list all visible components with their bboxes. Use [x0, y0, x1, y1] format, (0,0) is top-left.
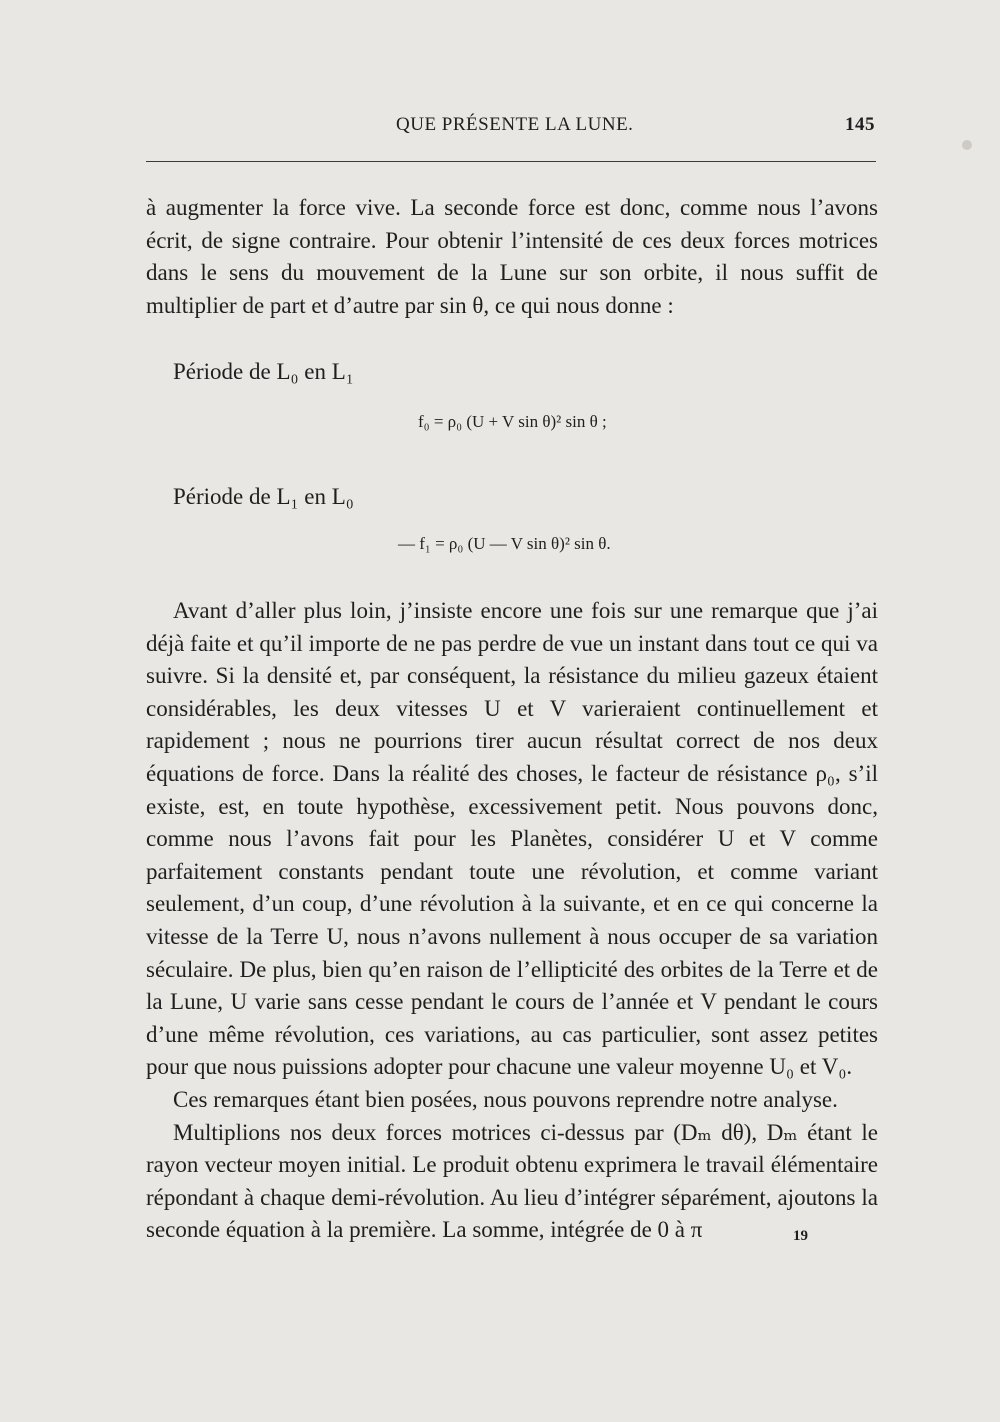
- header-rule: [146, 161, 876, 162]
- paragraph-remark: Avant d’aller plus loin, j’insiste encore une fois sur une remarque que j’ai déjà faite et qu’il importe de ne pas perdre de vue un instant dans tout ce qui va suivre. Si la densité et, par conséquent, la résistance du milieu gazeux étaient considérables, les deux vitesses U et V varieraient continuellement et rapidement ; nous ne pourrions tirer aucun résultat correct de nos deux équations de force. Dans la réalité des choses, le facteur de résistance ρ₀, s’il existe, est, en toute hypothèse, excessivement petit. Nous pouvons donc, comme nous l’avons fait pour les Planètes, considérer U et V comme parfaitement constants pendant toute une révolution, et comme variant seulement, d’un coup, d’une révolution à la suivante, et en ce qui concerne la vitesse de la Terre U, nous n’avons nullement à nous occuper de sa variation séculaire. De plus, bien qu’en raison de l’ellipticité des orbites de la Terre et de la Lune, U varie sans cesse pendant le cours de l’année et V pendant le cours d’une même révolution, ces variations, au cas particulier, sont assez petites pour que nous puissions adopter pour chacune une valeur moyenne U₀ et V₀.: [146, 598, 878, 1080]
- signature-mark: 19: [793, 1228, 808, 1244]
- formula-second: — f₁ = ρ₀ (U — V sin θ)² sin θ.: [398, 534, 611, 553]
- paragraph-remarks-posed: Ces remarques étant bien posées, nous pouvons reprendre notre analyse.: [173, 1086, 838, 1112]
- case-label-second: Période de L₁ en L₀: [173, 484, 354, 509]
- page-number: 145: [845, 114, 875, 135]
- paragraph-intro: à augmenter la force vive. La seconde force est donc, comme nous l’avons écrit, de signe contraire. Pour obtenir l’intensité de ces deux forces motrices dans le sens du mouvement de la Lune sur son orbite, il nous suffit de multiplier de part et d’autre par sin θ, ce qui nous donne :: [146, 195, 878, 318]
- intro-paragraph: [146, 192, 878, 322]
- running-title: QUE PRÉSENTE LA LUNE.: [396, 114, 634, 135]
- case-label-first: Période de L₀ en L₁: [173, 359, 354, 384]
- formula-first: f₀ = ρ₀ (U + V sin θ)² sin θ ;: [418, 412, 607, 431]
- paragraph-multiply: Multiplions nos deux forces motrices ci-dessus par (Dₘ dθ), Dₘ étant le rayon vecteur moyen initial. Le produit obtenu exprimera le travail élémentaire répondant à chaque demi-révolution. Au lieu d’intégrer séparément, ajoutons la seconde équation à la première. La somme, intégrée de 0 à π: [146, 1119, 878, 1243]
- running-head: [0, 114, 1000, 144]
- paper-spot: [962, 140, 972, 150]
- body-text: [146, 595, 878, 1247]
